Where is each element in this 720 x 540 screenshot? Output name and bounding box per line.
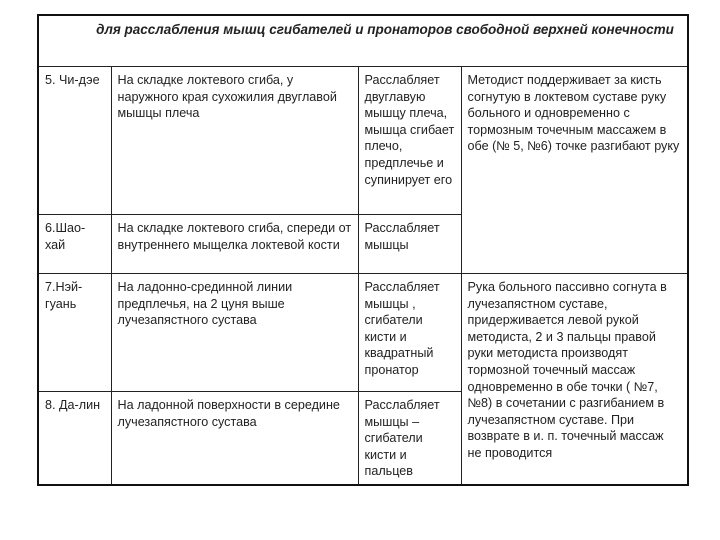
table-row bbox=[38, 67, 688, 215]
point-location: На складке локтевого сгиба, спереди от внутреннего мыщелка локтевой кости bbox=[111, 215, 358, 274]
point-effect: Расслабляет двуглавую мышцу плеча, мышца сгибает плечо, предплечье и супинирует его bbox=[358, 67, 461, 215]
point-location: На ладонной поверхности в середине лучезапястного сустава bbox=[111, 392, 358, 485]
point-effect: Расслабляет мышцы bbox=[358, 215, 461, 274]
method-description: Рука больного пассивно согнута в лучезапястном суставе, придерживается левой рукой методиста, 2 и 3 пальцы правой руки методиста производят тормозной точечный массаж одновременно в обе точки ( №7, №8) в сочетании с разгибанием в лучезапястном суставе. При возврате в и. п. точечный массаж не проводится bbox=[461, 274, 688, 485]
point-name: 6.Шао-хай bbox=[38, 215, 111, 274]
table-title: для расслабления мышц сгибателей и пронаторов свободной верхней конечности bbox=[38, 15, 688, 67]
point-location: На ладонно-срединной линии предплечья, на 2 цуня выше лучезапястного сустава bbox=[111, 274, 358, 392]
massage-points-table bbox=[37, 14, 689, 486]
point-name: 8. Да-лин bbox=[38, 392, 111, 485]
point-location: На складке локтевого сгиба, у наружного края сухожилия двуглавой мышцы плеча bbox=[111, 67, 358, 215]
table-row bbox=[38, 274, 688, 392]
point-effect: Расслабляет мышцы , сгибатели кисти и квадратный пронатор bbox=[358, 274, 461, 392]
method-description: Методист поддерживает за кисть согнутую в локтевом суставе руку больного и одновременно с тормозным точечным массажем в обе (№ 5, №6) точке разгибают руку bbox=[461, 67, 688, 274]
point-effect: Расслабляет мышцы – сгибатели кисти и пальцев bbox=[358, 392, 461, 485]
point-name: 7.Нэй-гуань bbox=[38, 274, 111, 392]
point-name: 5. Чи-дэе bbox=[38, 67, 111, 215]
